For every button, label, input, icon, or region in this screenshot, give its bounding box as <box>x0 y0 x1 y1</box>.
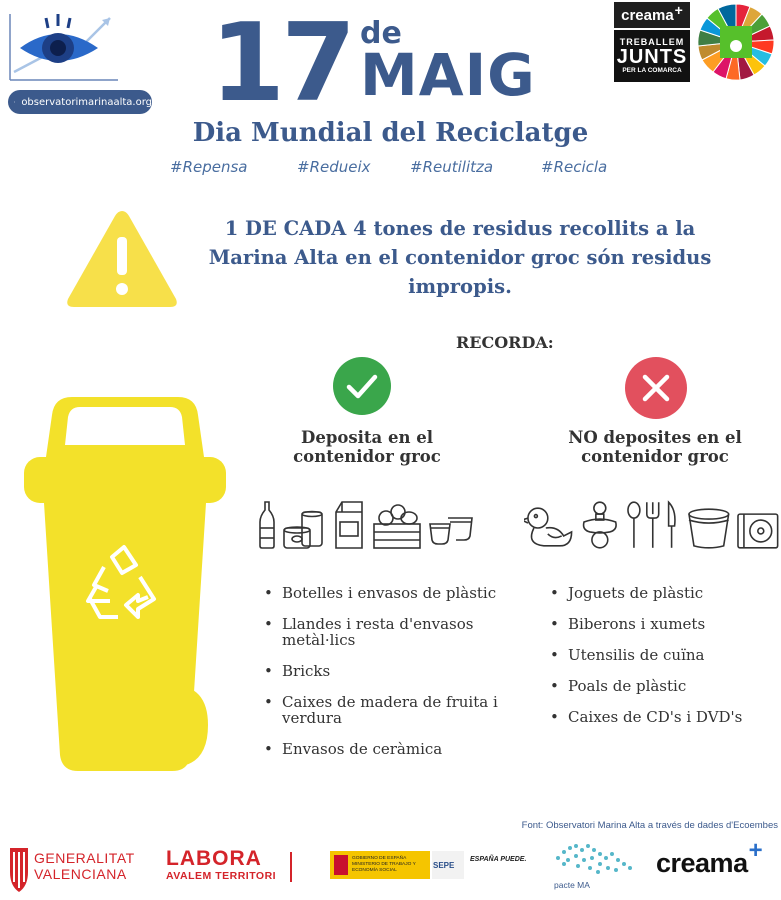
gva-line2: VALENCIANA <box>34 866 127 882</box>
list-item: • Envasos de ceràmica <box>282 741 502 757</box>
pacifier-icon <box>580 500 620 550</box>
list-item: • Biberons i xumets <box>568 616 781 632</box>
junts-line1: TREBALLEM <box>619 37 685 47</box>
date-day: 17 <box>210 1 353 126</box>
brick-icon <box>332 500 366 550</box>
bottle-icon <box>258 500 276 550</box>
junts-line2: JUNTS <box>616 46 688 68</box>
labora-line2: AVALEM TERRITORI <box>166 870 277 882</box>
allowed-items-list <box>262 585 502 772</box>
divider <box>290 852 292 882</box>
treballem-junts-logo <box>614 30 690 82</box>
recorda-label: RECORDA: <box>456 333 554 352</box>
sepe-text: SEPE <box>433 861 455 870</box>
generalitat-valenciana-logo <box>8 838 148 898</box>
cd-case-icon <box>736 510 780 550</box>
list-item: • Joguets de plàstic <box>568 585 781 601</box>
list-item: • Caixes de madera de fruita i verdura <box>282 694 502 726</box>
espana-puede-logo: ESPAÑA PUEDE. <box>470 856 527 863</box>
gobierno-espana-logo <box>330 851 430 879</box>
warning-icon <box>62 205 182 313</box>
list-item: • Llandes i resta d'envasos metàl·lics <box>282 616 502 648</box>
creama-bottom-text: creama <box>656 848 748 878</box>
list-item: • Caixes de CD's i DVD's <box>568 709 781 725</box>
gva-line1: GENERALITAT <box>34 850 135 866</box>
ceramic-bowls-icon <box>428 510 474 550</box>
creama-top-text: creama <box>621 6 674 24</box>
deposit-heading: Deposita en el contenidor groc <box>293 428 441 466</box>
website-link[interactable] <box>8 90 152 114</box>
hashtag-repensa: #Repensa <box>170 158 248 176</box>
creama-logo-top: creama + <box>614 2 690 28</box>
globe-icon <box>14 95 15 109</box>
hashtag-redueix: #Redueix <box>297 158 371 176</box>
hashtag-recicla: #Recicla <box>541 158 608 176</box>
sdg-wheel-icon <box>696 2 776 82</box>
list-item: • Poals de plàstic <box>568 678 781 694</box>
bucket-icon <box>687 506 731 550</box>
sepe-logo <box>432 851 464 879</box>
pactema-logo <box>548 838 642 896</box>
page-title: Dia Mundial del Reciclatge <box>192 118 589 148</box>
website-url: observatorimarinaalta.org <box>21 96 152 108</box>
gobierno-text: GOBIERNO DE ESPAÑA MINISTERIO DE TRABAJO Y ECONOMÍA SOCIAL <box>352 856 416 873</box>
forbidden-items-icons <box>524 494 780 550</box>
allowed-items-icons <box>258 494 486 550</box>
yellow-bin-icon <box>22 395 228 775</box>
date-month: MAIG <box>360 41 536 109</box>
no-deposit-heading: NO deposites en el contenidor groc <box>568 428 742 466</box>
gva-emblem-icon <box>8 842 30 894</box>
labora-line1: LABORA <box>166 847 262 870</box>
labora-logo <box>166 848 276 882</box>
list-item: • Utensilis de cuïna <box>568 647 781 663</box>
pactema-map-icon <box>548 838 642 880</box>
hashtag-reutilitza: #Reutilitza <box>410 158 494 176</box>
pactema-text: pacte MA <box>554 880 590 890</box>
kitchen-utensils-icon <box>625 500 681 550</box>
fruit-crate-icon <box>372 502 422 550</box>
alert-message: 1 DE CADA 4 tones de residus recollits a la Marina Alta en el contenidor groc són residus impropis. <box>208 217 712 298</box>
observatori-logo <box>6 8 122 86</box>
list-item: • Botelles i envasos de plàstic <box>282 585 502 601</box>
list-item: • Bricks <box>282 663 502 679</box>
forbidden-items-list <box>548 585 781 740</box>
date-de: de <box>360 16 402 51</box>
junts-line3: PER LA COMARCA <box>622 67 682 74</box>
source-note: Font: Observatori Marina Alta a través de dades d'Ecoembes <box>521 820 778 831</box>
creama-logo-bottom: creama+ <box>656 837 763 878</box>
spain-shield-icon <box>334 855 348 875</box>
check-icon <box>333 357 391 415</box>
cross-icon <box>625 357 687 419</box>
cans-icon <box>282 510 326 550</box>
rubber-duck-icon <box>524 504 574 550</box>
